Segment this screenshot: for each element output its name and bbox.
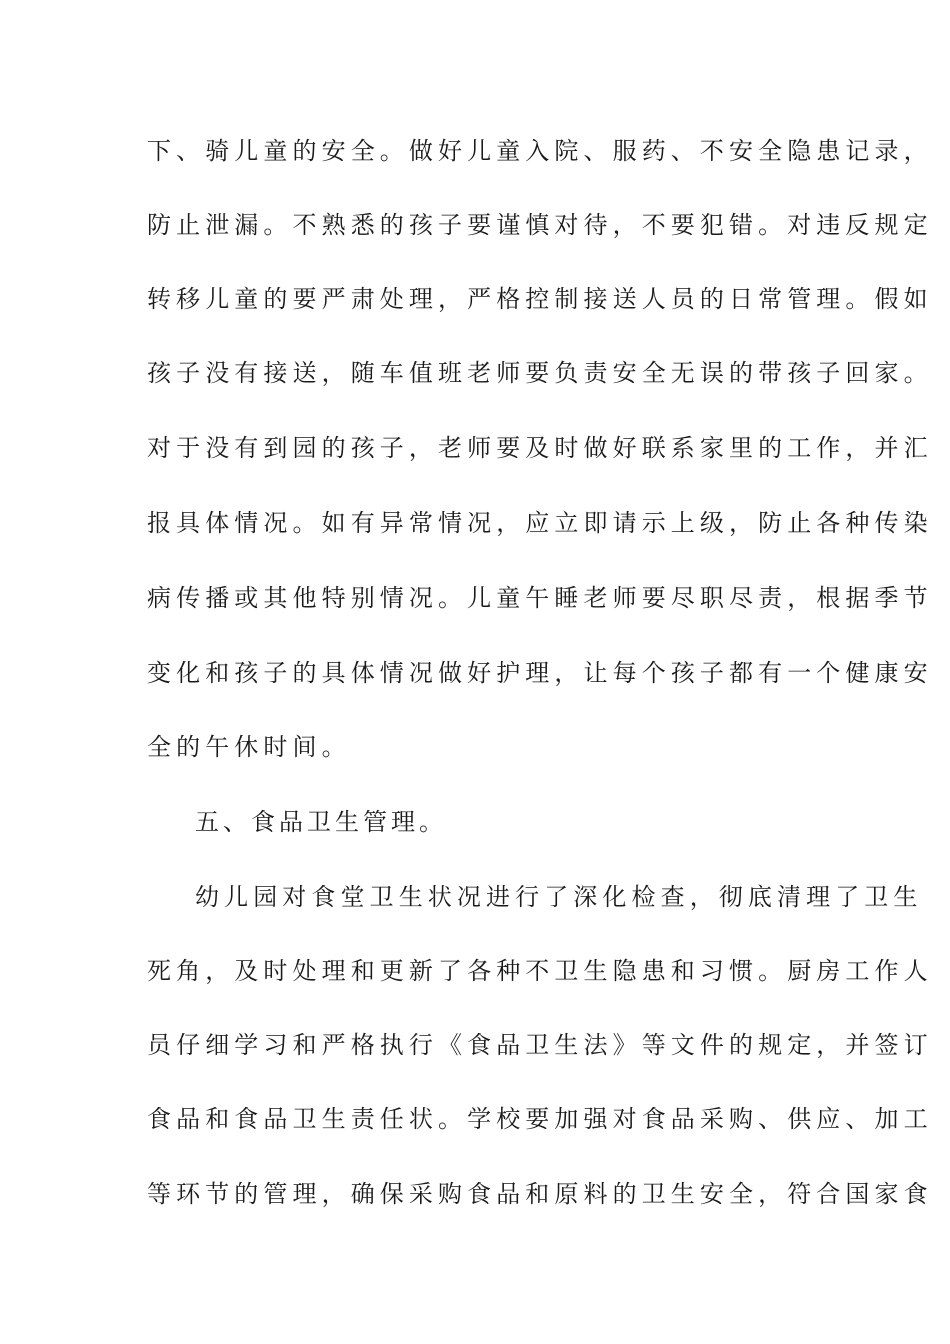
section-heading: 五、食品卫生管理。 — [195, 808, 447, 836]
body-text-line: 防止泄漏。不熟悉的孩子要谨慎对待，不要犯错。对违反规定 — [147, 211, 933, 239]
body-text-line: 员仔细学习和严格执行《食品卫生法》等文件的规定，并签订 — [147, 1031, 933, 1059]
body-text-line: 死角，及时处理和更新了各种不卫生隐患和习惯。厨房工作人 — [147, 957, 933, 985]
body-text-line: 下、骑儿童的安全。做好儿童入院、服药、不安全隐患记录， — [147, 137, 933, 165]
body-text-line: 转移儿童的要严肃处理，严格控制接送人员的日常管理。假如 — [147, 285, 933, 313]
body-text-line: 变化和孩子的具体情况做好护理，让每个孩子都有一个健康安 — [147, 659, 933, 687]
body-text-line: 孩子没有接送，随车值班老师要负责安全无误的带孩子回家。 — [147, 359, 933, 387]
body-text-line: 报具体情况。如有异常情况，应立即请示上级，防止各种传染 — [147, 509, 933, 537]
body-text-line: 病传播或其他特别情况。儿童午睡老师要尽职尽责，根据季节 — [147, 584, 933, 612]
body-text-line: 等环节的管理，确保采购食品和原料的卫生安全，符合国家食 — [147, 1180, 933, 1208]
body-text-line: 幼儿园对食堂卫生状况进行了深化检查，彻底清理了卫生 — [195, 883, 923, 911]
body-text-line: 全的午休时间。 — [147, 733, 351, 761]
body-text-line: 食品和食品卫生责任状。学校要加强对食品采购、供应、加工 — [147, 1105, 933, 1133]
body-text-line: 对于没有到园的孩子，老师要及时做好联系家里的工作，并汇 — [147, 434, 933, 462]
